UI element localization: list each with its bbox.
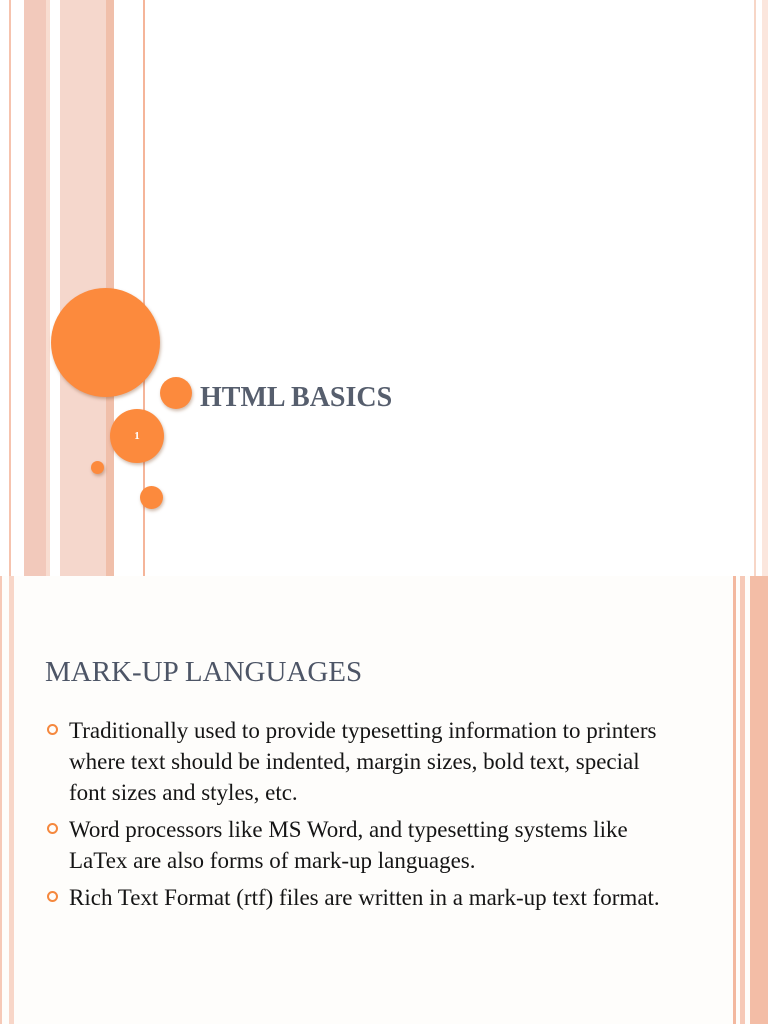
decorative-stripe — [754, 0, 756, 576]
decorative-circle-large — [51, 288, 160, 397]
decorative-circle-small — [160, 377, 192, 409]
bullet-list — [45, 715, 665, 919]
slide-2 — [0, 576, 768, 1024]
decorative-stripe — [733, 576, 736, 1024]
decorative-stripe — [9, 576, 14, 1024]
slide-title: HTML BASICS — [200, 382, 393, 413]
hollow-circle-bullet-icon — [47, 823, 58, 834]
decorative-circle-small — [140, 486, 163, 509]
slide-title: MARK-UP LANGUAGES — [45, 656, 363, 688]
bullet-text: Word processors like MS Word, and typesetting systems like LaTex are also forms of mark-up languages. — [69, 817, 628, 873]
bullet-item — [45, 814, 665, 876]
slide-number-badge — [110, 409, 164, 463]
bullet-text: Traditionally used to provide typesetting information to printers where text should be indented, margin sizes, bold text, special font sizes and styles, etc. — [69, 718, 657, 805]
hollow-circle-bullet-icon — [47, 724, 58, 735]
hollow-circle-bullet-icon — [47, 891, 58, 902]
decorative-circle-tiny — [91, 461, 104, 474]
decorative-stripe — [0, 576, 2, 1024]
decorative-stripe — [750, 576, 768, 1024]
decorative-stripe — [740, 576, 745, 1024]
decorative-stripe — [24, 0, 46, 576]
bullet-item — [45, 715, 665, 808]
decorative-stripe — [46, 0, 50, 576]
bullet-item — [45, 882, 665, 913]
decorative-stripe — [9, 0, 11, 576]
decorative-stripe — [762, 0, 768, 576]
bullet-text: Rich Text Format (rtf) files are written in a mark-up text format. — [69, 885, 660, 910]
slide-number: 1 — [134, 430, 140, 442]
